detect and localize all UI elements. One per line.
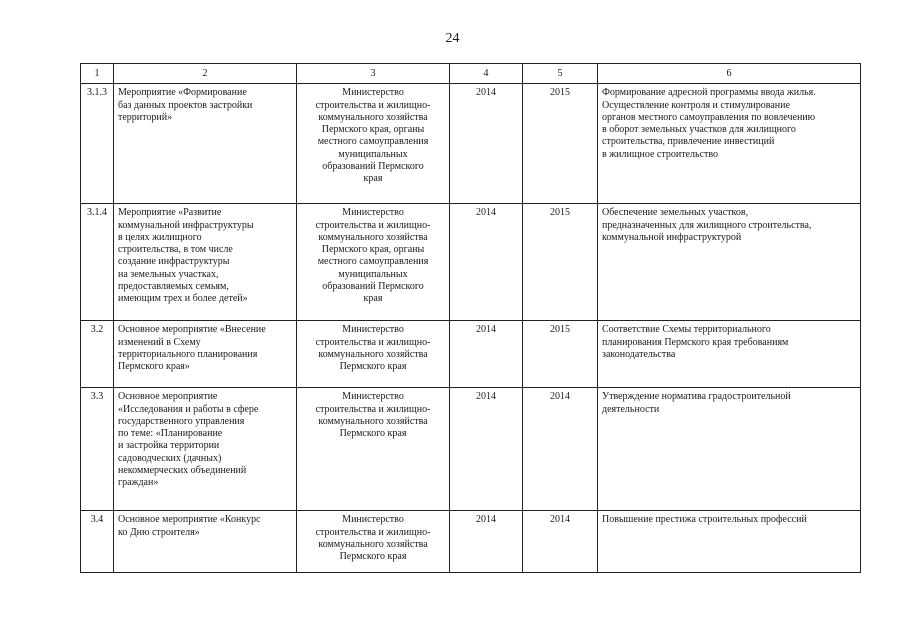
expected-result [598,84,861,204]
expected-result [598,511,861,573]
activity-name [114,84,297,204]
row-number-text: 3.4 [90,514,104,526]
executor-text: Министерство строительства и жилищно- коммунального хозяйства Пермского края [315,324,431,373]
end-year-text: 2015 [550,207,570,219]
column-header-4: 4 [450,64,523,84]
row-number [81,204,114,321]
activity-name [114,204,297,321]
activity-name-text: Основное мероприятие «Внесение изменений в Схему территориального планирования Пермского края» [118,324,266,373]
activity-name [114,321,297,388]
executor-text: Министерство строительства и жилищно- коммунального хозяйства Пермского края [315,391,431,440]
activity-name-text: Мероприятие «Формирование баз данных проектов застройки территорий» [118,87,253,123]
row-number [81,84,114,204]
end-year-text: 2014 [550,514,570,526]
expected-result-text: Обеспечение земельных участков, предназначенных для жилищного строительства, коммунальной инфраструктурой [602,207,812,243]
activity-name [114,511,297,573]
executor [297,388,450,511]
row-number [81,321,114,388]
table-row [81,321,861,388]
end-year-text: 2015 [550,87,570,99]
expected-result [598,321,861,388]
expected-result-text: Утверждение норматива градостроительной деятельности [602,391,791,415]
end-year [523,388,598,511]
expected-result-text: Соответствие Схемы территориального планирования Пермского края требованиям законодательства [602,324,789,360]
end-year [523,321,598,388]
activity-name-text: Мероприятие «Развитие коммунальной инфраструктуры в целях жилищного строительства, в том числе создание инфраструктуры на земельных участках, предоставляемых семьям, имеющим трех и более детей» [118,207,254,305]
row-number-text: 3.2 [90,324,104,336]
executor [297,511,450,573]
column-header-5: 5 [523,64,598,84]
executor [297,84,450,204]
end-year [523,84,598,204]
start-year-text: 2014 [476,324,496,336]
row-number-text: 3.1.4 [87,207,107,219]
end-year [523,204,598,321]
table-row [81,204,861,321]
end-year-text: 2015 [550,324,570,336]
table-row [81,84,861,204]
expected-result [598,388,861,511]
column-header-3: 3 [297,64,450,84]
start-year [450,388,523,511]
executor-text: Министерство строительства и жилищно- коммунального хозяйства Пермского края [315,514,431,563]
end-year-text: 2014 [550,391,570,403]
start-year [450,511,523,573]
column-header-2: 2 [114,64,297,84]
row-number [81,511,114,573]
end-year [523,511,598,573]
executor [297,321,450,388]
expected-result-text: Повышение престижа строительных профессий [602,514,807,526]
start-year-text: 2014 [476,514,496,526]
start-year-text: 2014 [476,207,496,219]
start-year [450,321,523,388]
executor-text: Министерство строительства и жилищно- коммунального хозяйства Пермского края, органы местного самоуправления муниципальных образований Пермского края [315,207,431,305]
activity-name-text: Основное мероприятие «Исследования и работы в сфере государственного управления по теме: «Планирование и застройка территории садоводческих (дачных) некоммерческих объединений граждан» [118,391,259,489]
table-row [81,511,861,573]
row-number-text: 3.1.3 [87,87,107,99]
start-year-text: 2014 [476,87,496,99]
table-header-row [81,64,861,84]
column-header-1: 1 [81,64,114,84]
row-number-text: 3.3 [90,391,104,403]
executor-text: Министерство строительства и жилищно- коммунального хозяйства Пермского края, органы местного самоуправления муниципальных образований Пермского края [315,87,431,185]
start-year [450,84,523,204]
activity-name-text: Основное мероприятие «Конкурс ко Дню строителя» [118,514,261,538]
column-header-6: 6 [598,64,861,84]
executor [297,204,450,321]
expected-result [598,204,861,321]
row-number [81,388,114,511]
start-year-text: 2014 [476,391,496,403]
table-row [81,388,861,511]
expected-result-text: Формирование адресной программы ввода жилья. Осуществление контроля и стимулирование органов местного самоуправления по вовлечению в оборот земельных участков для жилищного строительства, привлечение инвестиций в жилищное строительство [602,87,816,160]
program-activities-table [80,63,861,573]
activity-name [114,388,297,511]
start-year [450,204,523,321]
page-number: 24 [445,31,460,46]
